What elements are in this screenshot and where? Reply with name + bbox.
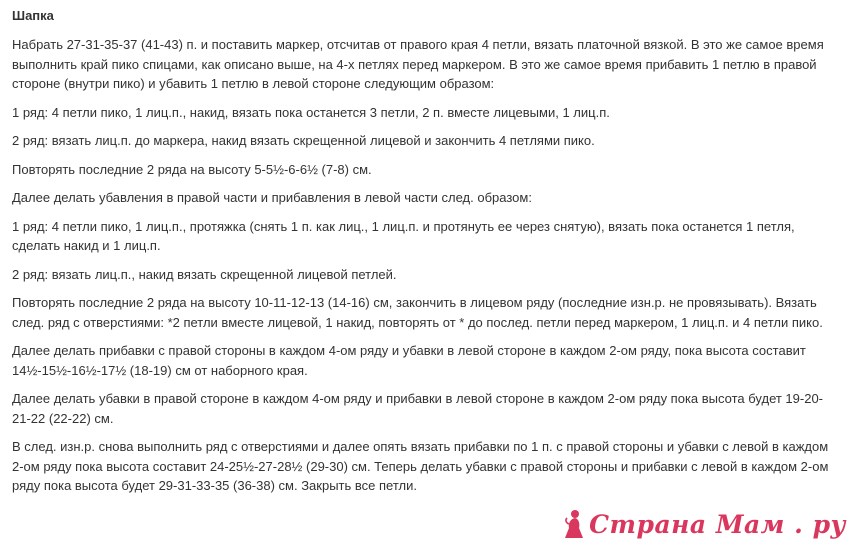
section-heading: Шапка xyxy=(12,8,54,23)
paragraph-eyelet-row: Повторять последние 2 ряда на высоту 10-11-12-13 (14-16) см, закончить в лицевом ряду (последние изн.р. не провязывать). Вязать след. ряд с отверстиями: *2 петли вместе лицевой, 1 накид, повторять от * до послед. петли перед маркером, 1 лиц.п. и 4 петли пико. xyxy=(12,295,823,330)
paragraph-cast-on: Набрать 27-31-35-37 (41-43) п. и поставить маркер, отсчитав от правого края 4 петли, вязать платочной вязкой. В это же самое время выполнить край пико спицами, как описано выше, на 4-х петлях перед маркером. В это же самое время прибавить 1 петлю в правой стороне (внутри пико) и убавить 1 петлю в левой стороне следующим образом: xyxy=(12,37,824,91)
lady-silhouette-icon xyxy=(563,509,585,539)
paragraph-row-1: 1 ряд: 4 петли пико, 1 лиц.п., накид, вязать пока останется 3 петли, 2 п. вместе лицевыми, 1 лиц.п. xyxy=(12,104,610,120)
paragraph-row-2: 2 ряд: вязать лиц.п. до маркера, накид вязать скрещенной лицевой и закончить 4 петлями пико. xyxy=(12,133,595,148)
paragraph-decrease-row-2: 2 ряд: вязать лиц.п., накид вязать скрещенной лицевой петлей. xyxy=(12,266,397,282)
paragraph-repeat-rows: Повторять последние 2 ряда на высоту 5-5½-6-6½ (7-8) см. xyxy=(12,161,372,177)
paragraph-decreases-right: Далее делать убавки в правой стороне в каждом 4-ом ряду и прибавки в левой стороне в каждом 2-ом ряду пока высота будет 19-20-21-22 (22-22) см. xyxy=(12,391,824,426)
paragraph-decrease-row-1: 1 ряд: 4 петли пико, 1 лиц.п., протяжка (снять 1 п. как лиц., 1 лиц.п. и протянуть ее через снятую), вязать пока останется 1 петля, сделать накид и 1 лиц.п. xyxy=(12,218,795,253)
site-watermark xyxy=(563,507,846,541)
paragraph-increases-right: Далее делать прибавки с правой стороны в каждом 4-ом ряду и убавки в левой стороне в каждом 2-ом ряду, пока высота составит 14½-15½-16½-17½ (18-19) см от наборного края. xyxy=(12,343,806,378)
paragraph-finish: В след. изн.р. снова выполнить ряд с отверстиями и далее опять вязать прибавки по 1 п. с правой стороны и убавки с левой в каждом 2-ом ряду пока высота составит 24-25½-27-28½ (29-30) см. Теперь делать убавки с правой стороны и прибавки с левой в каждом 2-ом ряду пока высота будет 29-31-33-35 (36-38) см. Закрыть все петли. xyxy=(12,439,829,493)
paragraph-decreases-intro: Далее делать убавления в правой части и прибавления в левой части след. образом: xyxy=(12,190,532,205)
watermark-text: Страна Мам . ру xyxy=(589,509,846,539)
article-body xyxy=(12,6,838,505)
